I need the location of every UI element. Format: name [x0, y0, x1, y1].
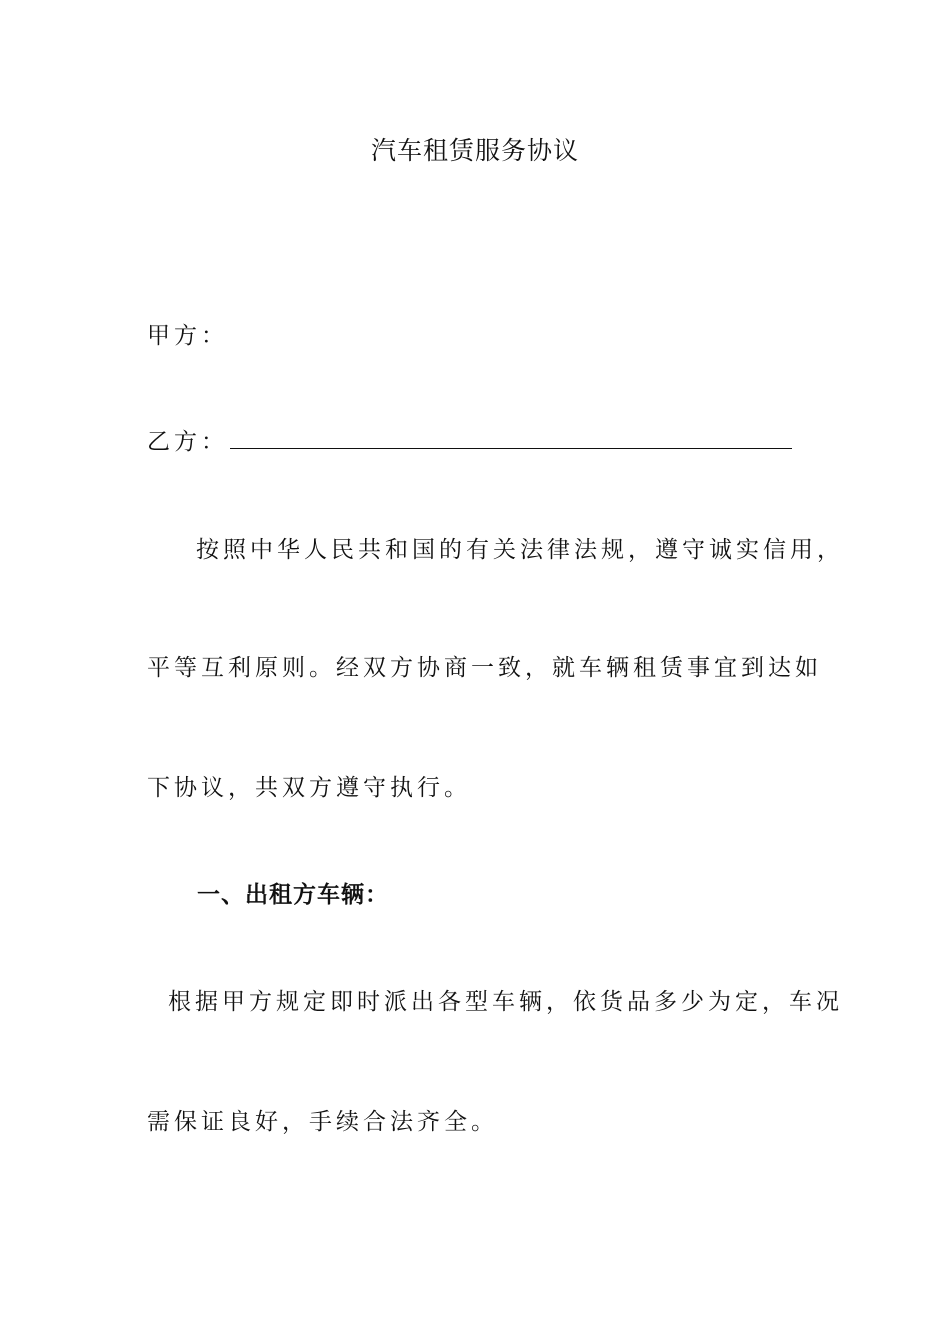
party-b-label: 乙方： [147, 429, 228, 455]
intro-line-3: 下协议，共双方遵守执行。 [147, 775, 471, 801]
document-title: 汽车租赁服务协议 [370, 136, 579, 165]
intro-line-2: 平等互利原则。经双方协商一致，就车辆租赁事宜到达如 [147, 655, 822, 681]
party-a-label: 甲方： [147, 323, 228, 349]
party-b-row [147, 426, 792, 457]
section1-body-line-1: 根据甲方规定即时派出各型车辆，依货品多少为定，车况 [168, 989, 843, 1015]
intro-line-1: 按照中华人民共和国的有关法律法规，遵守诚实信用， [196, 537, 844, 563]
section1-body-line-2: 需保证良好，手续合法齐全。 [147, 1109, 498, 1135]
section1-heading: 一、出租方车辆： [197, 882, 389, 908]
party-b-blank-line [230, 426, 792, 449]
